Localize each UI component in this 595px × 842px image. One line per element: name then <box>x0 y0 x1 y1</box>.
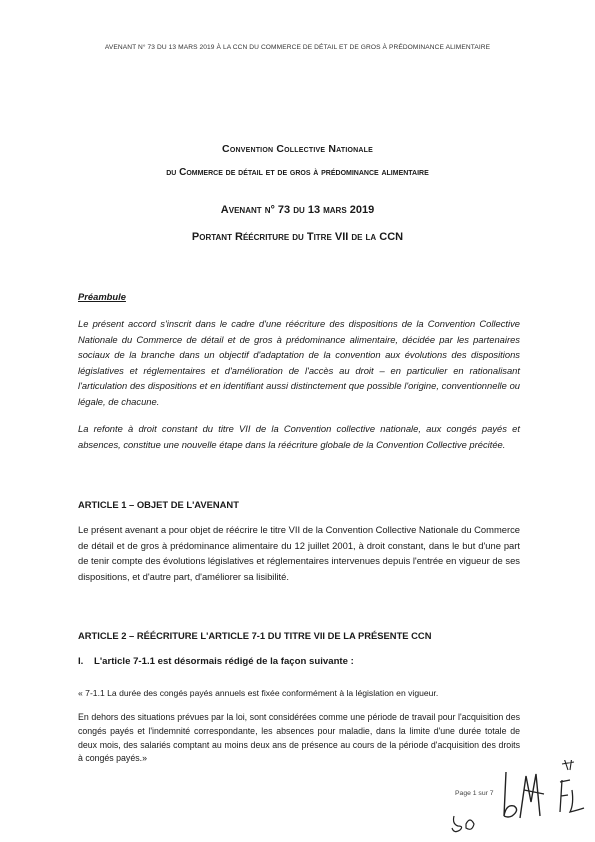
article-1-heading: ARTICLE 1 – OBJET DE L'AVENANT <box>78 499 239 510</box>
title-line-3: Avenant n° 73 du 13 mars 2019 <box>220 204 375 216</box>
handwritten-initials <box>500 760 590 830</box>
page-number: Page 1 sur 7 <box>455 790 494 797</box>
preamble-heading: Préambule <box>78 291 126 302</box>
title-line-4: Portant Réécriture du Titre VII de la CCN <box>191 231 404 243</box>
preamble-paragraph-1: Le présent accord s'inscrit dans le cadre d'une réécriture des dispositions de la Convention Collective Nationale du Commerce de détail et de gros à prédominance alimentaire, décidée par les partenaires sociaux de la branche dans un objectif d'adaptation de la convention aux évolutions des dispositions législatives et réglementaires et d'amélioration de l'accès au droit – en particulier en rationalisant l'articulation des dispositions et en identifiant aussi distinctement que possible l'origine, conventionnelle ou légale, de chacune. <box>78 318 520 407</box>
article-2-paragraph: En dehors des situations prévues par la loi, sont considérées comme une période de travail pour l'acquisition des congés payés et l'indemnité correspondante, les absences pour maladie, dans la limite d'une durée totale de deux mois, des salariés comptant au moins deux ans de présence au cours de la période d'acquisition des droits à congés payés.» <box>78 712 520 764</box>
article-7-1-1-quote: « 7-1.1 La durée des congés payés annuels est fixée conformément à la législation en vigueur. <box>78 688 439 698</box>
article-2-heading: ARTICLE 2 – RÉÉCRITURE L'ARTICLE 7-1 DU TITRE VII DE LA PRÉSENTE CCN <box>78 630 432 641</box>
section-number: I. <box>78 656 84 667</box>
running-header: AVENANT N° 73 DU 13 MARS 2019 À LA CCN DU COMMERCE DE DÉTAIL ET DE GROS À PRÉDOMINANCE ALIMENTAIRE <box>104 44 491 51</box>
article-1-paragraph: Le présent avenant a pour objet de réécrire le titre VII de la Convention Collective Nationale du Commerce de détail et de gros à prédominance alimentaire du 12 juillet 2001, à droit constant, dans le but d'une part de tenir compte des évolutions législatives et réglementaires intervenues depuis l'entrée en vigueur de ses dispositions, et d'autre part, d'améliorer sa lisibilité. <box>78 524 520 582</box>
handwritten-mark <box>450 810 480 836</box>
section-heading <box>78 654 520 670</box>
title-line-2: du Commerce de détail et de gros à prédominance alimentaire <box>166 167 429 178</box>
preamble-paragraph-2: La refonte à droit constant du titre VII de la Convention collective nationale, aux congés payés et absences, constitue une nouvelle étape dans la réécriture globale de la Convention Collective précitée. <box>78 423 520 450</box>
section-title: L'article 7-1.1 est désormais rédigé de la façon suivante : <box>94 656 354 667</box>
title-line-1: Convention Collective Nationale <box>222 143 373 155</box>
